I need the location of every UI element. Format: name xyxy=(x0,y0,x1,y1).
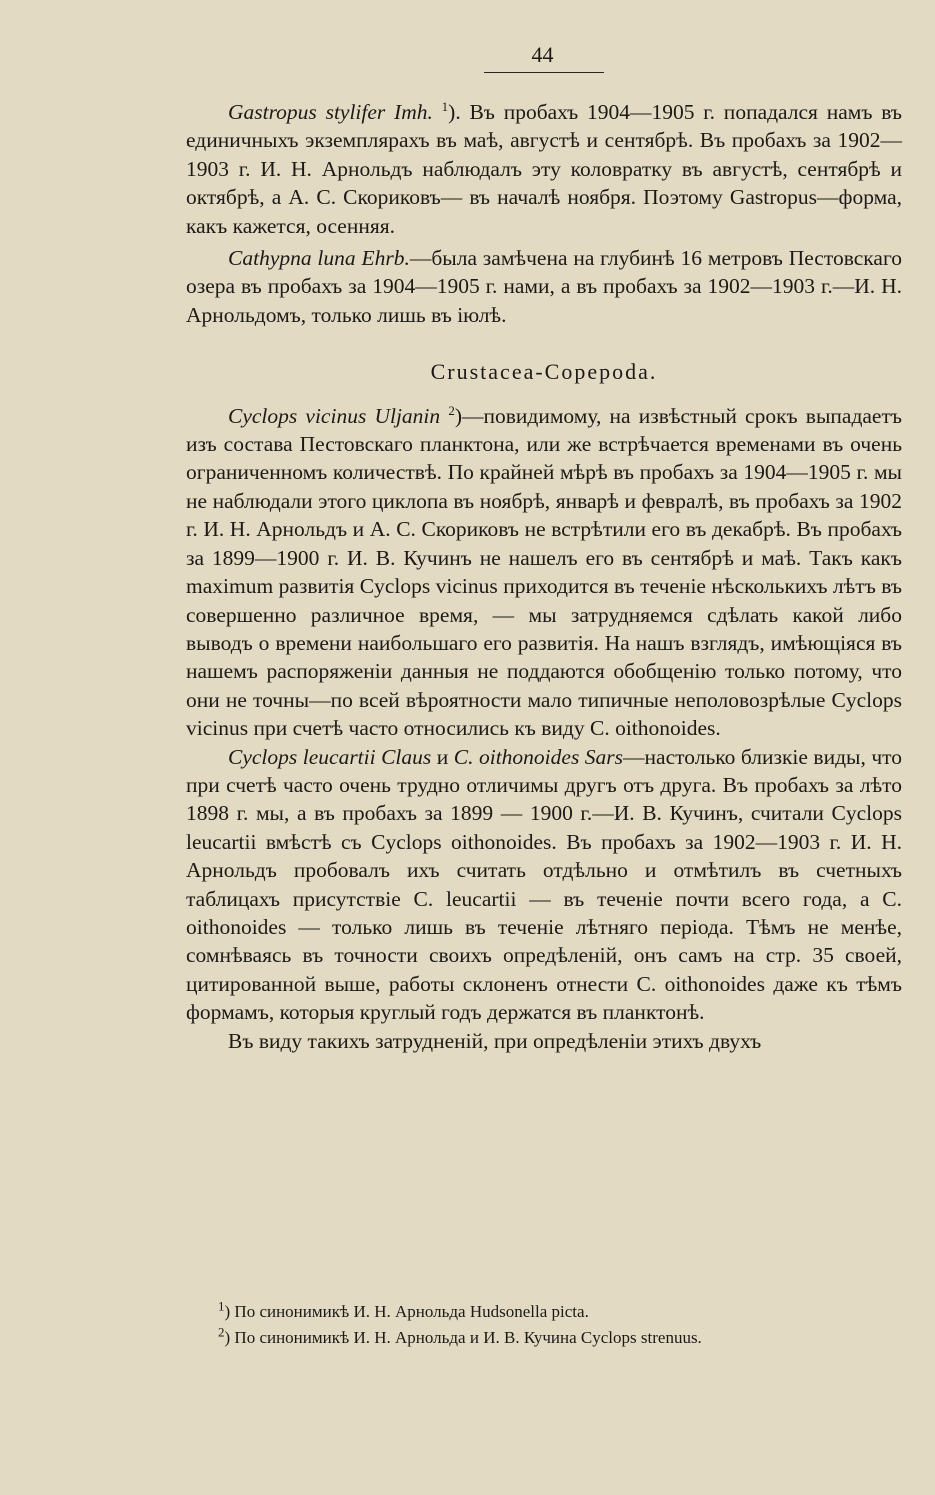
footnote-ref: 1 xyxy=(441,98,449,114)
species-name: Cyclops vicinus Uljanin xyxy=(228,403,441,428)
species-name: C. oithonoides Sars xyxy=(453,744,624,769)
species-name: Cathypna luna Ehrb. xyxy=(228,246,410,271)
footnote-text: ) По синонимикѣ И. Н. Арнольда Hudsonella picta. xyxy=(224,1302,589,1321)
paragraph-text: )—повидимому, на извѣстный срокъ выпадаетъ изъ состава Пестовскаго планктона, или же встрѣчается временами въ очень ограниченномъ количествѣ. По крайней мѣрѣ въ пробахъ за 1904—1905 г. мы не наблюдали этого циклопа въ ноябрѣ, январѣ и февралѣ, въ пробахъ за 1902 г. И. Н. Арнольдъ и А. С. Скориковъ не встрѣтили его въ декабрѣ. Въ пробахъ за 1899—1900 г. И. В. Кучинъ не нашелъ его въ сентябрѣ и маѣ. Такъ какъ maximum развитія Cyclops vicinus приходится въ теченіе нѣсколькихъ лѣтъ въ совершенно различное время, — мы затрудняемся сдѣлать какой либо выводъ о времени наибольшаго его развитія. На нашъ взглядъ, имѣющіяся въ нашемъ распоряженіи данныя не поддаются обобщенію только потому, что они не точны—по всей вѣроятности мало типичные неполовозрѣлые Cyclops vicinus при счетѣ часто относились къ виду C. oithonoides. xyxy=(186,403,902,741)
species-name: Cyclops leucartii Claus xyxy=(228,744,432,769)
paragraph-cyclops-leucartii xyxy=(186,743,902,1027)
footnote-mark: 1 xyxy=(218,1298,225,1314)
paragraph-text: ). Въ пробахъ 1904—1905 г. попадался намъ въ единичныхъ экземплярахъ въ маѣ, августѣ и сентябрѣ. Въ пробахъ за 1902—1903 г. И. Н. Арнольдъ наблюдалъ эту коловратку въ августѣ, сентябрѣ и октябрѣ, а А. С. Скориковъ— въ началѣ ноября. Поэтому Gastropus—форма, какъ кажется, осенняя. xyxy=(186,100,902,238)
footnote xyxy=(218,1299,908,1325)
footnote-ref: 2 xyxy=(448,402,455,418)
header-rule xyxy=(484,72,604,73)
species-name: Gastropus stylifer Imh. xyxy=(228,100,433,124)
footnotes xyxy=(218,1299,908,1351)
footnote-text: ) По синонимикѣ И. Н. Арнольда и И. В. Кучина Cyclops strenuus. xyxy=(224,1328,702,1347)
section-heading: Crustacea-Copepoda. xyxy=(430,359,658,385)
paragraph-text: Въ виду такихъ затрудненій, при опредѣленіи этихъ двухъ xyxy=(228,1028,762,1053)
paragraph-text: —настолько близкіе виды, что при счетѣ часто очень трудно отличимы другъ отъ друга. Въ пробахъ за лѣто 1898 г. мы, а въ пробахъ за 1899 — 1900 г.—И. В. Кучинъ, считали Cyclops leucartii вмѣстѣ съ Cyclops oithonoides. Въ пробахъ за 1902—1903 г. И. Н. Арнольдъ пробовалъ ихъ считать отдѣльно и отмѣтилъ въ счетныхъ таблицахъ присутствіе C. leucartii — въ теченіе почти всего года, а C. oithonoides — только лишь въ теченіе лѣтняго періода. Тѣмъ не менѣе, сомнѣваясь въ точности своихъ опредѣленій, онъ самъ на стр. 35 своей, цитированной выше, работы склоненъ отнести C. oithonoides даже къ тѣмъ формамъ, которыя круглый годъ держатся въ планктонѣ. xyxy=(186,744,903,1025)
conjunction: и xyxy=(431,744,454,769)
paragraph-text: —была замѣчена на глубинѣ 16 метровъ Пестовскаго озера въ пробахъ за 1904—1905 г. нами, а въ пробахъ за 1902—1903 г.—И. Н. Арнольдомъ, только лишь въ іюлѣ. xyxy=(186,246,902,327)
footnote xyxy=(218,1325,908,1351)
paragraph-gastropus xyxy=(186,98,902,240)
paragraph-cyclops-vicinus xyxy=(186,402,902,743)
body-text xyxy=(186,98,902,1055)
footnote-mark: 2 xyxy=(218,1324,225,1340)
paragraph-cathypna xyxy=(186,244,902,329)
paragraph-continued xyxy=(186,1027,902,1055)
page-number: 44 xyxy=(531,42,554,67)
